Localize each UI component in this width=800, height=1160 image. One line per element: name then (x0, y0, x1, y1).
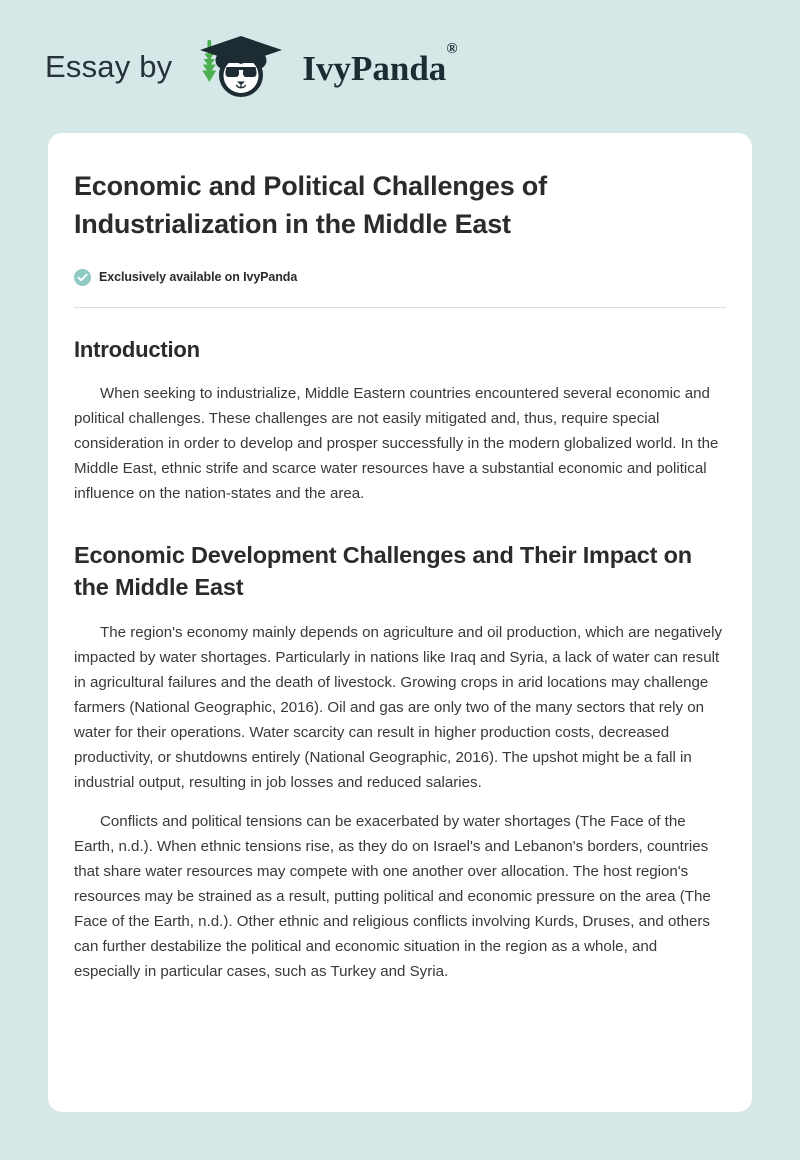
ivypanda-panda-logo-icon (186, 34, 294, 100)
brand-wordmark (302, 41, 458, 88)
ivypanda-logo[interactable] (186, 34, 457, 100)
brand-line (45, 34, 458, 100)
page-title: Economic and Political Challenges of Industrialization in the Middle East (74, 171, 547, 240)
section-paragraph: Conflicts and political tensions can be exacerbated by water shortages (The Face of the Earth, n.d.). When ethnic tensions rise, as they do on Israel's and Lebanon's borders, countries that share water resources may compete with one another over allocation. The host region's resources may be strained as a result, putting political and economic pressure on the area (The Face of the Earth, n.d.). Other ethnic and religious conflicts involving Kurds, Druses, and others can further destabilize the political and economic situation in the region as a whole, and especially in particular cases, such as Turkey and Syria. (74, 812, 711, 980)
section-paragraph: When seeking to industrialize, Middle Eastern countries encountered several economic and political challenges. These challenges are not easily mitigated and, thus, require special consideration in order to develop and prosper successfully in the modern globalized world. In the Middle East, ethnic strife and scarce water resources have a substantial economic and political influence on the nation-states and the area. (74, 385, 719, 503)
section-paragraph: The region's economy mainly depends on agriculture and oil production, which are negatively impacted by water shortages. Particularly in nations like Iraq and Syria, a lack of water can result in agricultural failures and the death of livestock. Growing crops in arid locations may challenge farmers (National Geographic, 2016). Oil and gas are only two of the many sectors that rely on water for their operations. Water scarcity can result in higher production costs, decreased productivity, or shutdowns entirely (National Geographic, 2016). The upshot might be a fall in industrial output, resulting in job losses and reduced salaries. (74, 623, 723, 791)
section-heading-introduction: Introduction (74, 336, 200, 362)
check-circle-icon (74, 269, 91, 286)
essay-card (48, 133, 752, 1112)
brand-name: IvyPanda (302, 49, 447, 88)
essay-by-label: Essay by (45, 49, 173, 84)
section-heading-economic-development: Economic Development Challenges and Their Impact on the Middle East (74, 542, 692, 601)
header-divider (74, 307, 726, 308)
site-header (0, 0, 800, 133)
exclusive-badge-label: Exclusively available on IvyPanda (99, 270, 298, 285)
brand-trademark: ® (446, 41, 458, 58)
exclusive-badge (74, 269, 726, 286)
